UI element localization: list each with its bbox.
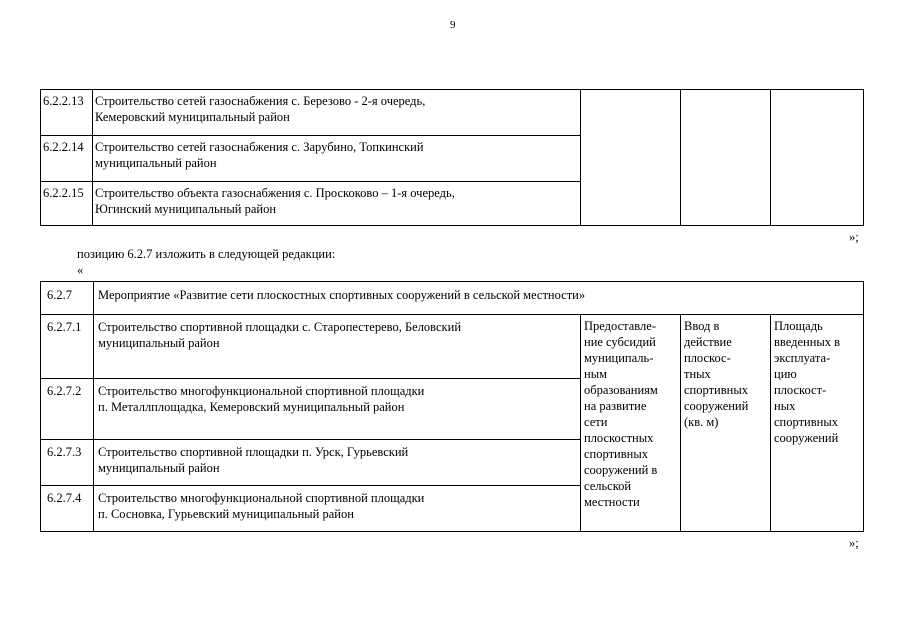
cell-line: Ввод в [684,319,720,333]
table-measures-gas [40,89,864,226]
row-text-line: п. Сосновка, Гурьевский муниципальный район [98,507,354,521]
cell-line: цию [774,367,797,381]
cell-line: спортивных [684,383,748,397]
cell-line: Предоставле- [584,319,656,333]
row-text-line: Строительство многофункциональной спортивной площадки [98,384,425,398]
cell-line: на развитие [584,399,647,413]
unit-cell [771,315,864,532]
header-text: Мероприятие «Развитие сети плоскостных спортивных сооружений в сельской местности» [94,282,864,315]
cell-line: сети [584,415,608,429]
measure-description-cell [581,315,681,532]
cell-line: тных [684,367,711,381]
instruction-text: позицию 6.2.7 изложить в следующей редакции: [77,247,336,261]
cell-line: плоскос- [684,351,731,365]
row-text-line: Кемеровский муниципальный район [95,110,290,124]
row-text [93,136,581,182]
empty-cell [681,90,771,226]
row-number: 6.2.7.2 [41,379,94,440]
closing-quote-1: »; [849,230,859,244]
row-text-line: Строительство сетей газоснабжения с. Березово - 2-я очередь, [95,94,426,108]
row-text-line: Строительство сетей газоснабжения с. Зарубино, Топкинский [95,140,424,154]
cell-line: введенных в [774,335,841,349]
row-text [94,440,581,486]
row-text-line: Строительство спортивной площадки п. Урск, Гурьевский [98,445,409,459]
row-text-line: муниципальный район [98,336,220,350]
opening-quote: « [77,263,84,277]
cell-line: муниципаль- [584,351,654,365]
table-row [41,315,864,379]
cell-line: плоскост- [774,383,827,397]
row-text-line: Строительство спортивной площадки с. Старопестерево, Беловский [98,320,462,334]
cell-line: местности [584,495,640,509]
cell-line: плоскостных [584,431,654,445]
row-text-line: муниципальный район [98,461,220,475]
row-text [93,182,581,226]
row-text-line: п. Металлплощадка, Кемеровский муниципальный район [98,400,405,414]
row-text [94,379,581,440]
row-number: 6.2.2.13 [41,90,93,136]
table-row [41,90,864,136]
row-number: 6.2.2.15 [41,182,93,226]
cell-line: (кв. м) [684,415,719,429]
cell-line: ным [584,367,607,381]
row-number: 6.2.7.1 [41,315,94,379]
cell-line: сельской [584,479,632,493]
cell-line: сооружений [774,431,839,445]
header-number: 6.2.7 [41,282,94,315]
row-text [94,486,581,532]
row-text [94,315,581,379]
cell-line: ных [774,399,796,413]
row-text [93,90,581,136]
row-text-line: Строительство объекта газоснабжения с. Проскоково – 1-я очередь, [95,186,455,200]
table-header-row [41,282,864,315]
cell-line: сооружений [684,399,749,413]
cell-line: ние субсидий [584,335,656,349]
table-measures-sports [40,281,864,532]
cell-line: спортивных [774,415,838,429]
row-text-line: Строительство многофункциональной спортивной площадки [98,491,425,505]
cell-line: Площадь [774,319,823,333]
page-number: 9 [450,19,456,31]
row-number: 6.2.2.14 [41,136,93,182]
cell-line: сооружений в [584,463,658,477]
row-number: 6.2.7.3 [41,440,94,486]
empty-cell [581,90,681,226]
row-text-line: Югинский муниципальный район [95,202,277,216]
closing-quote-2: »; [849,536,859,550]
cell-line: эксплуата- [774,351,831,365]
row-text-line: муниципальный район [95,156,217,170]
row-number: 6.2.7.4 [41,486,94,532]
indicator-cell [681,315,771,532]
empty-cell [771,90,864,226]
cell-line: образованиям [584,383,658,397]
cell-line: действие [684,335,732,349]
cell-line: спортивных [584,447,648,461]
